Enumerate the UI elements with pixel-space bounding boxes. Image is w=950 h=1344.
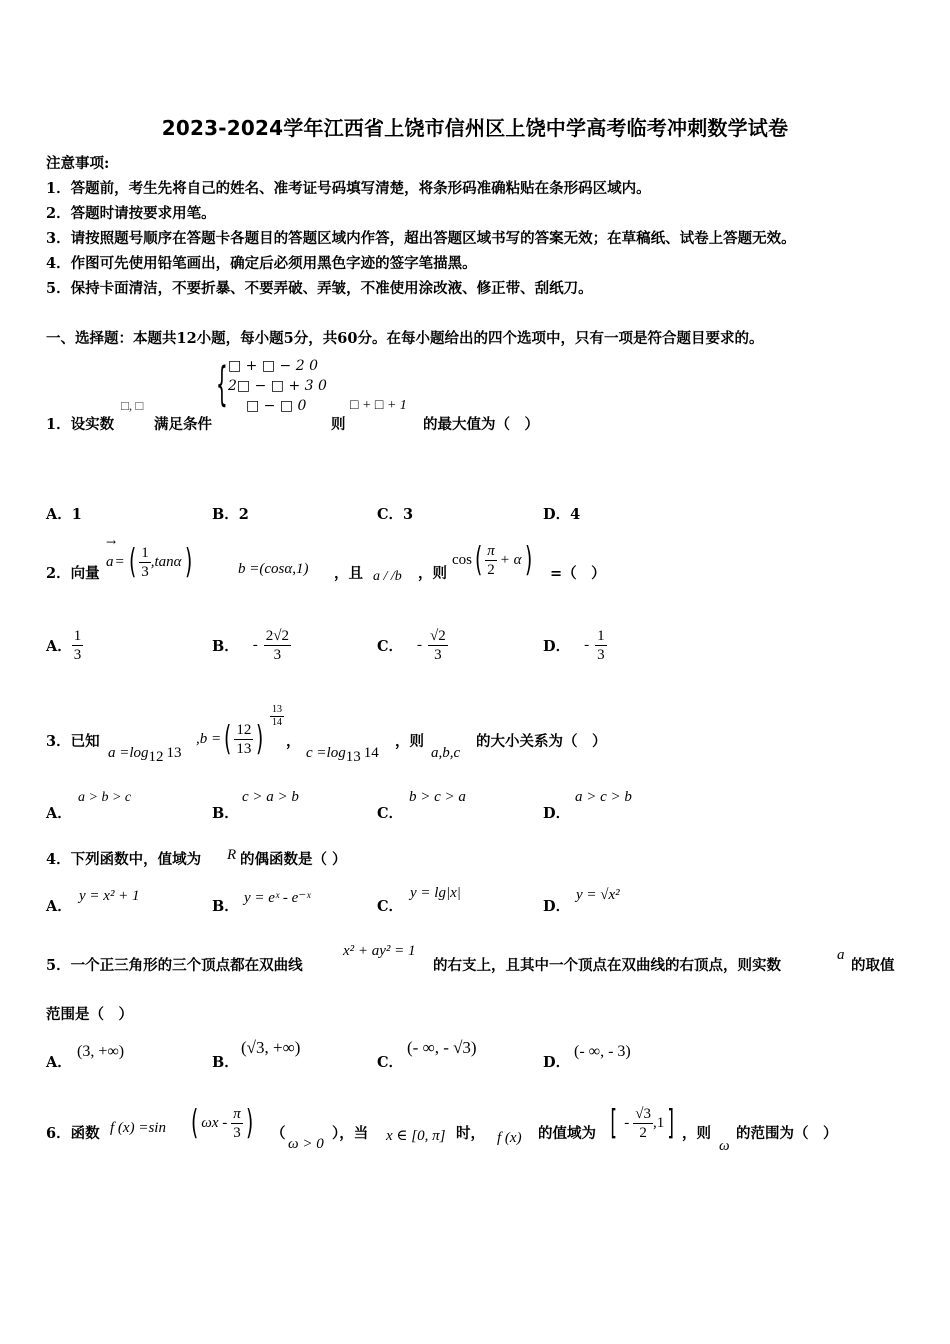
q4-option-b[interactable]: B． bbox=[212, 898, 239, 915]
q6-cond-open: （ bbox=[271, 1125, 286, 1142]
q5-mid: 的右支上，且其中一个顶点在双曲线的右顶点，则实数 bbox=[433, 957, 781, 974]
q2-opt-label: B． bbox=[212, 638, 239, 655]
q1-option-d[interactable]: D．4 bbox=[543, 506, 581, 523]
paren-left-icon: ( bbox=[190, 1103, 199, 1143]
q2-pi: π bbox=[487, 542, 495, 559]
q3-b-num: 12 bbox=[236, 721, 252, 738]
q5-prefix: 5．一个正三角形的三个顶点都在双曲线 bbox=[46, 957, 303, 974]
q5-option-b-expr: (√3, +∞) bbox=[241, 1038, 301, 1057]
q3-option-a-expr: a > b > c bbox=[78, 790, 132, 805]
paren-left-icon: ( bbox=[224, 719, 232, 759]
q2-a-rest: ,tanα bbox=[150, 553, 182, 570]
q5-option-b[interactable]: B． bbox=[212, 1054, 239, 1071]
q3-comma: ， bbox=[286, 733, 301, 750]
q6-prefix: 6．函数 bbox=[46, 1125, 100, 1142]
q2-a-den: 3 bbox=[141, 563, 149, 580]
q2-then: ，则 bbox=[418, 565, 447, 582]
notice-item: 1．答题前，考生先将自己的姓名、准考证号码填写清楚，将条形码准确粘贴在条形码区域内。 bbox=[46, 180, 651, 197]
q3-c-expr bbox=[306, 742, 379, 766]
q6-suffix: 的范围为（ ） bbox=[736, 1125, 838, 1142]
paren-right-icon: ) bbox=[245, 1103, 254, 1143]
q3-a-log: a =log bbox=[108, 745, 149, 761]
q3-option-c-expr: b > c > a bbox=[409, 789, 466, 805]
q2-opt-den: 3 bbox=[273, 647, 282, 663]
q2-opt-den: 3 bbox=[434, 647, 442, 663]
notice-heading: 注意事项: bbox=[46, 155, 110, 172]
q2-opt-num: 2√2 bbox=[265, 628, 289, 644]
q2-b-expr: b =(cosα,1) bbox=[238, 561, 309, 577]
q1-sys-line: □ − □ 0 bbox=[246, 398, 307, 414]
q3-c-arg: 14 bbox=[363, 745, 379, 761]
paren-right-icon: ) bbox=[184, 542, 192, 582]
q2-cond-pre: ，且 bbox=[334, 565, 363, 582]
q2-opt-num: √2 bbox=[430, 628, 446, 644]
notice-item: 2．答题时请按要求用笔。 bbox=[46, 205, 216, 222]
paren-right-icon: ) bbox=[256, 719, 264, 759]
q3-a-expr bbox=[108, 742, 182, 766]
q2-prefix: 2．向量 bbox=[46, 565, 100, 582]
notice-item: 5．保持卡面清洁，不要折暴、不要弄破、弄皱，不准使用涂改液、修正带、刮纸刀。 bbox=[46, 280, 593, 297]
q1-then: 则 bbox=[331, 416, 346, 433]
q1-expr: □ + □ + 1 bbox=[350, 398, 407, 413]
q1-option-a[interactable]: A．1 bbox=[46, 506, 82, 523]
q6-domain: x ∈ [0, π] bbox=[386, 1128, 446, 1144]
q4-option-b-expr: y = eˣ - e⁻ˣ bbox=[244, 890, 311, 906]
q6-pi: π bbox=[233, 1105, 241, 1122]
q2-option-d[interactable] bbox=[543, 627, 607, 664]
q3-vars: a,b,c bbox=[431, 745, 461, 761]
bracket-left-icon: [ bbox=[610, 1103, 617, 1143]
q4-suffix: 的偶函数是（ ） bbox=[240, 851, 347, 868]
q3-b-den: 13 bbox=[236, 740, 252, 757]
q4-option-a-expr: y = x² + 1 bbox=[79, 888, 140, 904]
q1-sys-line: 2□ − □ + 3 0 bbox=[228, 378, 327, 394]
page-title: 2023-2024学年江西省上饶市信州区上饶中学高考临考冲刺数学试卷 bbox=[161, 116, 789, 140]
q2-option-a[interactable] bbox=[46, 627, 83, 664]
q3-option-b[interactable]: B． bbox=[212, 805, 239, 822]
q5-a: a bbox=[837, 947, 845, 963]
q2-opt-num: 1 bbox=[597, 628, 605, 644]
q3-exp-num: 13 bbox=[272, 704, 282, 715]
q2-cos-expr bbox=[452, 536, 535, 584]
q4-option-d-expr: y = √x² bbox=[576, 887, 620, 903]
q3-suffix: 的大小关系为（ ） bbox=[476, 733, 607, 750]
notice-item: 3．请按照题号顺序在答题卡各题目的答题区域内作答，超出答题区域书写的答案无效；在草稿纸、试卷上答题无效。 bbox=[46, 230, 796, 247]
q5-option-c-expr: (- ∞, - √3) bbox=[407, 1038, 477, 1057]
q6-three: 3 bbox=[233, 1124, 241, 1141]
notice-item: 4．作图可先使用铅笔画出，确定后必须用黑色字迹的签字笔描黑。 bbox=[46, 255, 477, 272]
q1-system bbox=[228, 356, 327, 416]
section-heading: 一、选择题：本题共12小题，每小题5分，共60分。在每小题给出的四个选项中，只有一项是符合题目要求的。 bbox=[46, 330, 764, 347]
q1-option-c[interactable]: C．3 bbox=[377, 506, 414, 523]
q3-a-base: 12 bbox=[148, 749, 164, 766]
q6-inner-expr bbox=[188, 1098, 256, 1148]
q2-opt-num: 1 bbox=[73, 628, 82, 644]
q3-then: ，则 bbox=[395, 733, 424, 750]
q3-c-base: 13 bbox=[345, 749, 361, 766]
q5-option-a-expr: (3, +∞) bbox=[77, 1043, 125, 1060]
q2-option-c[interactable] bbox=[377, 627, 448, 664]
q2-opt-label: A． bbox=[46, 638, 72, 655]
q5-eq: x² + ay² = 1 bbox=[343, 943, 416, 959]
q2-opt-label: C． bbox=[377, 638, 404, 655]
q1-brace: { bbox=[216, 357, 228, 411]
q3-exp-den: 14 bbox=[272, 717, 282, 728]
q6-f: f (x) =sin bbox=[110, 1120, 166, 1136]
q2-vector-a bbox=[106, 540, 195, 584]
q4-prefix: 4．下列函数中，值域为 bbox=[46, 851, 202, 868]
q5-option-a[interactable]: A． bbox=[46, 1054, 72, 1071]
q4-option-c-expr: y = lg|x| bbox=[410, 885, 461, 901]
q6-range bbox=[607, 1097, 678, 1149]
q2-cos: cos bbox=[452, 551, 472, 568]
q6-r-rest: ,1 bbox=[653, 1114, 665, 1131]
q5-line2: 范围是（ ） bbox=[46, 1006, 133, 1023]
q4-R: R bbox=[227, 847, 237, 863]
q3-option-a[interactable]: A． bbox=[46, 805, 72, 822]
q2-two: 2 bbox=[487, 561, 495, 578]
q6-r-num: √3 bbox=[635, 1105, 651, 1122]
q4-option-c[interactable]: C． bbox=[377, 898, 404, 915]
q6-then: ，则 bbox=[682, 1125, 711, 1142]
q3-c-log: c =log bbox=[306, 745, 346, 761]
q3-b-expr bbox=[196, 714, 267, 764]
q2-a-label: a bbox=[106, 553, 114, 570]
q5-suffix: 的取值 bbox=[851, 957, 895, 974]
q6-fx: f (x) bbox=[497, 1130, 522, 1146]
bracket-right-icon: ] bbox=[667, 1103, 675, 1143]
vector-arrow-icon: → bbox=[106, 535, 117, 549]
q1-vars: □, □ bbox=[121, 398, 144, 413]
q1-mid: 满足条件 bbox=[154, 416, 212, 433]
q3-exponent bbox=[270, 704, 284, 729]
q6-cond-close: ），当 bbox=[332, 1125, 369, 1142]
q2-suffix: =（ ） bbox=[550, 565, 606, 582]
q1-suffix: 的最大值为（ ） bbox=[423, 416, 539, 433]
q2-opt-den: 3 bbox=[597, 647, 605, 663]
q2-a-eq: = bbox=[115, 553, 124, 570]
paren-right-icon: ) bbox=[524, 540, 532, 580]
q2-cond: a / /b bbox=[373, 569, 402, 584]
q6-range-text: 的值域为 bbox=[538, 1125, 596, 1142]
q6-cond: ω > 0 bbox=[288, 1136, 324, 1152]
paren-left-icon: ( bbox=[474, 540, 483, 580]
q3-option-d-expr: a > c > b bbox=[575, 789, 632, 805]
q2-opt-sign: - bbox=[584, 637, 590, 653]
q2-opt-label: D． bbox=[543, 638, 571, 655]
paren-left-icon: ( bbox=[128, 542, 137, 582]
q3-prefix: 3．已知 bbox=[46, 733, 100, 750]
q4-option-a[interactable]: A． bbox=[46, 898, 72, 915]
q2-opt-sign: - bbox=[417, 637, 423, 653]
q6-r-den: 2 bbox=[639, 1124, 647, 1141]
q5-option-d-expr: (- ∞, - 3) bbox=[574, 1043, 631, 1060]
q4-option-d[interactable]: D． bbox=[543, 898, 571, 915]
q2-a-num: 1 bbox=[141, 544, 149, 561]
q2-plus-alpha: + α bbox=[499, 551, 522, 568]
q2-opt-sign: - bbox=[252, 637, 258, 653]
q6-when: 时， bbox=[456, 1125, 485, 1142]
q3-option-b-expr: c > a > b bbox=[242, 789, 299, 805]
q3-a-arg: 13 bbox=[166, 745, 182, 761]
q3-b-eq: ,b = bbox=[196, 730, 222, 747]
q3-option-d[interactable]: D． bbox=[543, 805, 571, 822]
q6-inner: ωx - bbox=[201, 1114, 228, 1131]
q5-option-d[interactable]: D． bbox=[543, 1054, 571, 1071]
q2-opt-den: 3 bbox=[73, 647, 82, 663]
q6-omega: ω bbox=[719, 1138, 730, 1154]
q5-option-c[interactable]: C． bbox=[377, 1054, 404, 1071]
q1-prefix: 1．设实数 bbox=[46, 416, 115, 433]
q2-option-b[interactable] bbox=[212, 627, 291, 664]
q3-option-c[interactable]: C． bbox=[377, 805, 404, 822]
q6-r-sign: - bbox=[624, 1114, 630, 1131]
q1-sys-line: □ + □ − 2 0 bbox=[228, 358, 318, 374]
q1-option-b[interactable]: B．2 bbox=[212, 506, 249, 523]
